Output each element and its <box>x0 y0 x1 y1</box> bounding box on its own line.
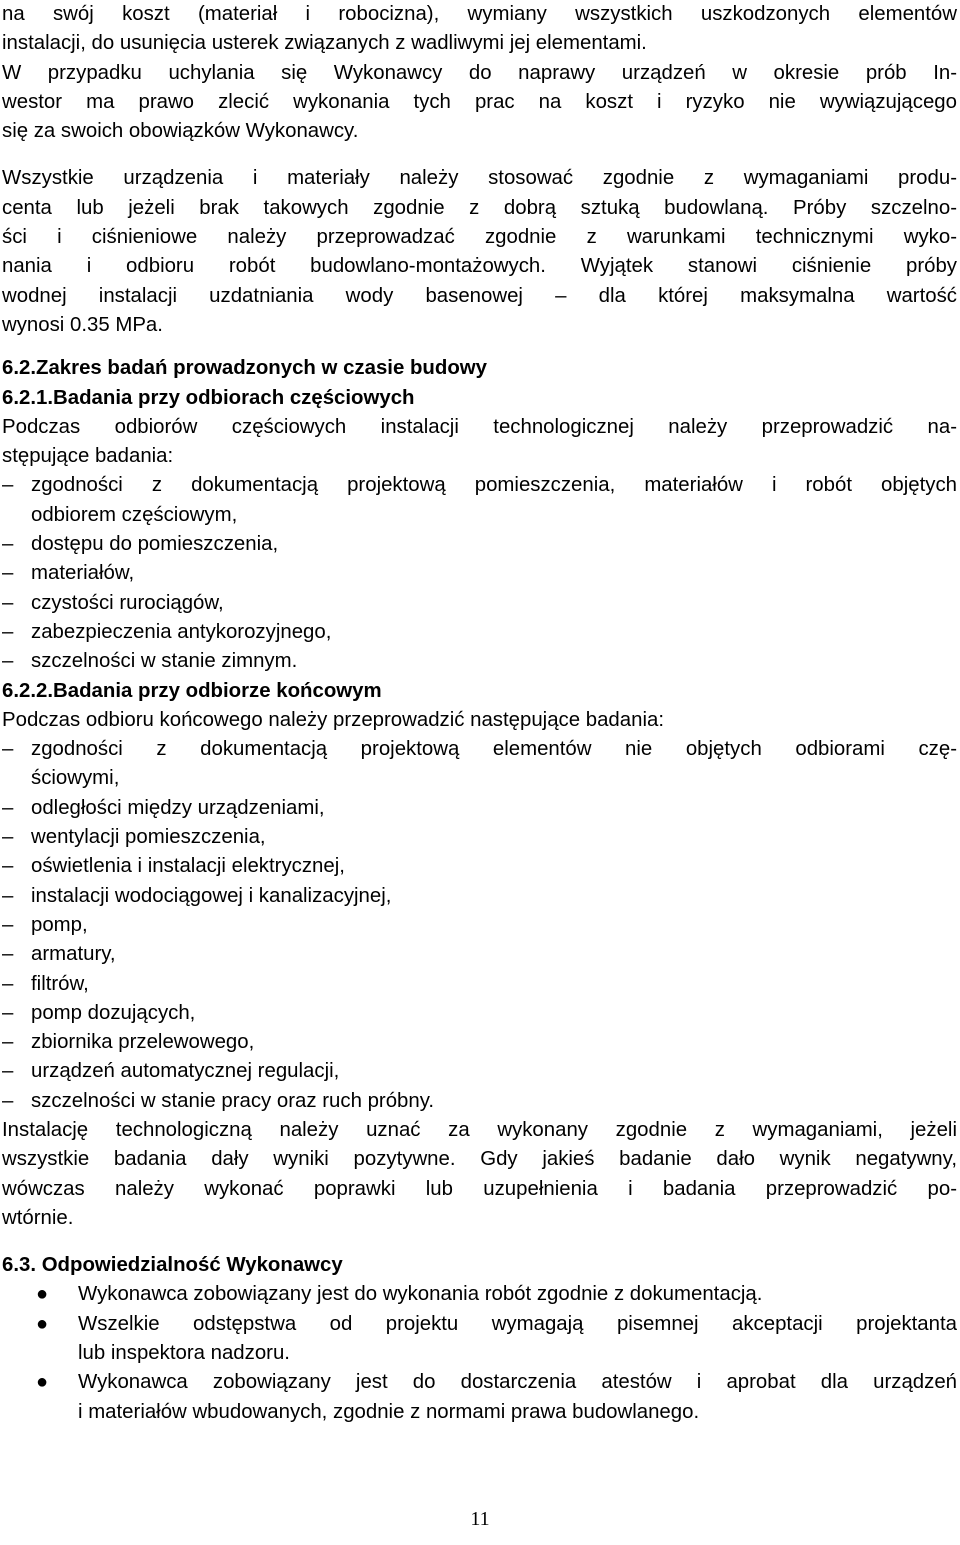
bullet-icon: ● <box>36 1371 49 1394</box>
list-item <box>2 1310 957 1369</box>
dash-icon: – <box>2 533 14 556</box>
dash-icon: – <box>2 738 14 761</box>
list-item <box>2 1368 957 1427</box>
text-line: nania i odbioru robót budowlano-montażowych. Wyjątek stanowi ciśnienie próby <box>2 255 957 278</box>
section-title: Zakres badań prowadzonych w czasie budowy <box>36 357 487 380</box>
list-item-text: szczelności w stanie pracy oraz ruch próbny. <box>31 1089 435 1112</box>
text-line: wówczas należy wykonać poprawki lub uzupełnienia i badania przeprowadzić po- <box>2 1177 957 1200</box>
list-item-text: pomp dozujących, <box>31 1001 196 1024</box>
list-item-text: oświetlenia i instalacji elektrycznej, <box>31 855 345 878</box>
closing-paragraph <box>2 1116 957 1233</box>
text-line: Wszystkie urządzenia i materiały należy stosować zgodnie z wymaganiami produ- <box>2 167 957 190</box>
list-item-text: Wszelkie odstępstwa od projektu wymagają pisemnej akceptacji projektanta <box>78 1312 957 1335</box>
section-title: Odpowiedzialność Wykonawcy <box>41 1254 343 1277</box>
dash-icon: – <box>2 650 14 673</box>
section-heading-6-2 <box>2 354 957 383</box>
bullet-icon: ● <box>36 1312 49 1335</box>
text-line: wynosi 0.35 MPa. <box>2 313 163 336</box>
list-item <box>2 882 957 911</box>
section-title: Badania przy odbiorach częściowych <box>53 386 415 409</box>
list-item-text: i materiałów wbudowanych, zgodnie z normami prawa budowlanego. <box>78 1400 700 1423</box>
list-item-text: filtrów, <box>31 972 89 995</box>
dash-icon: – <box>2 913 14 936</box>
list-item <box>2 823 957 852</box>
list-item-text: urządzeń automatycznej regulacji, <box>31 1060 340 1083</box>
section-number: 6.3. <box>2 1254 37 1277</box>
list-item-text: wentylacji pomieszczenia, <box>31 826 266 849</box>
intro-paragraph <box>2 0 957 146</box>
list-item-text: czystości rurociągów, <box>31 591 224 614</box>
list-item <box>2 911 957 940</box>
dash-list-partial <box>2 471 957 676</box>
dash-list-final <box>2 735 957 1116</box>
text-line: Instalację technologiczną należy uznać za wykonany zgodnie z wymaganiami, jeżeli <box>2 1118 957 1141</box>
text-line: W przypadku uchylania się Wykonawcy do naprawy urządzeń w okresie prób In- <box>2 61 957 84</box>
text-line: ści i ciśnieniowe należy przeprowadzać zgodnie z warunkami technicznymi wyko- <box>2 226 957 249</box>
text-line: na swój koszt (materiał i robocizna), wymiany wszystkich uszkodzonych elementów <box>2 3 957 25</box>
text-line: westor ma prawo zlecić wykonania tych prac na koszt i ryzyko nie wywiązującego <box>2 90 957 113</box>
list-item-text: dostępu do pomieszczenia, <box>31 533 279 556</box>
bullet-list-responsibility <box>2 1280 957 1426</box>
list-item <box>2 1280 957 1309</box>
dash-icon: – <box>2 1031 14 1054</box>
list-item <box>2 530 957 559</box>
list-item <box>2 559 957 588</box>
list-item <box>2 1057 957 1086</box>
bullet-icon: ● <box>36 1283 49 1306</box>
section-title: Badania przy odbiorze końcowym <box>53 679 382 702</box>
section-number: 6.2. <box>2 357 37 380</box>
list-item <box>2 940 957 969</box>
dash-icon: – <box>2 620 14 643</box>
dash-icon: – <box>2 1060 14 1083</box>
dash-icon: – <box>2 474 14 497</box>
list-item <box>2 852 957 881</box>
list-item <box>2 999 957 1028</box>
text-line: instalacji, do usunięcia usterek związanych z wadliwymi jej elementami. <box>2 32 647 55</box>
dash-icon: – <box>2 591 14 614</box>
text-line: wodnej instalacji uzdatniania wody basenowej – dla której maksymalna wartość <box>2 284 957 307</box>
list-item <box>2 794 957 823</box>
dash-icon: – <box>2 884 14 907</box>
list-item-text: odbiorem częściowym, <box>31 503 238 526</box>
dash-icon: – <box>2 855 14 878</box>
list-item-text: ściowymi, <box>31 767 120 790</box>
section-number: 6.2.1. <box>2 386 54 409</box>
dash-icon: – <box>2 1089 14 1112</box>
text-line: wszystkie badania dały wyniki pozytywne. Gdy jakieś badanie dało wynik negatywny, <box>2 1148 957 1171</box>
list-item-text: materiałów, <box>31 562 135 585</box>
list-item-text: zgodności z dokumentacją projektową pomieszczenia, materiałów i robót objętych <box>31 474 957 497</box>
materials-paragraph <box>2 164 957 340</box>
text-line: się za swoich obowiązków Wykonawcy. <box>2 120 359 143</box>
list-item-text: pomp, <box>31 913 88 936</box>
list-item <box>2 1028 957 1057</box>
list-item-text: zbiornika przelewowego, <box>31 1031 255 1054</box>
text-line: wtórnie. <box>2 1206 74 1229</box>
section-number: 6.2.2. <box>2 679 54 702</box>
text-line: Podczas odbiorów częściowych instalacji technologicznej należy przeprowadzić na- <box>2 415 957 438</box>
section-heading-6-3 <box>2 1251 957 1280</box>
list-item <box>2 647 957 676</box>
page-number: 11 <box>470 1508 490 1530</box>
text-line: centa lub jeżeli brak takowych zgodnie z dobrą sztuką budowlaną. Próby szczelno- <box>2 196 957 219</box>
dash-icon: – <box>2 826 14 849</box>
dash-icon: – <box>2 562 14 585</box>
section-heading-6-2-2 <box>2 677 957 706</box>
dash-icon: – <box>2 796 14 819</box>
list-item <box>2 589 957 618</box>
dash-icon: – <box>2 943 14 966</box>
list-item-text: Wykonawca zobowiązany jest do wykonania robót zgodnie z dokumentacją. <box>78 1283 763 1306</box>
list-item <box>2 471 957 530</box>
dash-icon: – <box>2 972 14 995</box>
document-page <box>2 0 957 1427</box>
list-item-text: lub inspektora nadzoru. <box>78 1342 290 1365</box>
section-heading-6-2-1 <box>2 384 957 413</box>
list-item-text: zgodności z dokumentacją projektową elementów nie objętych odbiorami czę- <box>31 738 957 761</box>
text-line: stępujące badania: <box>2 445 174 468</box>
list-item <box>2 618 957 647</box>
list-item-text: instalacji wodociągowej i kanalizacyjnej, <box>31 884 392 907</box>
list-item <box>2 1087 957 1116</box>
dash-icon: – <box>2 1001 14 1024</box>
list-item <box>2 735 957 794</box>
list-item-text: Wykonawca zobowiązany jest do dostarczenia atestów i aprobat dla urządzeń <box>78 1371 957 1394</box>
text-line: Podczas odbioru końcowego należy przeprowadzić następujące badania: <box>2 708 664 731</box>
list-item <box>2 970 957 999</box>
list-item-text: armatury, <box>31 943 116 966</box>
list-item-text: szczelności w stanie zimnym. <box>31 650 298 673</box>
list-item-text: odległości między urządzeniami, <box>31 796 325 819</box>
list-item-text: zabezpieczenia antykorozyjnego, <box>31 620 332 643</box>
